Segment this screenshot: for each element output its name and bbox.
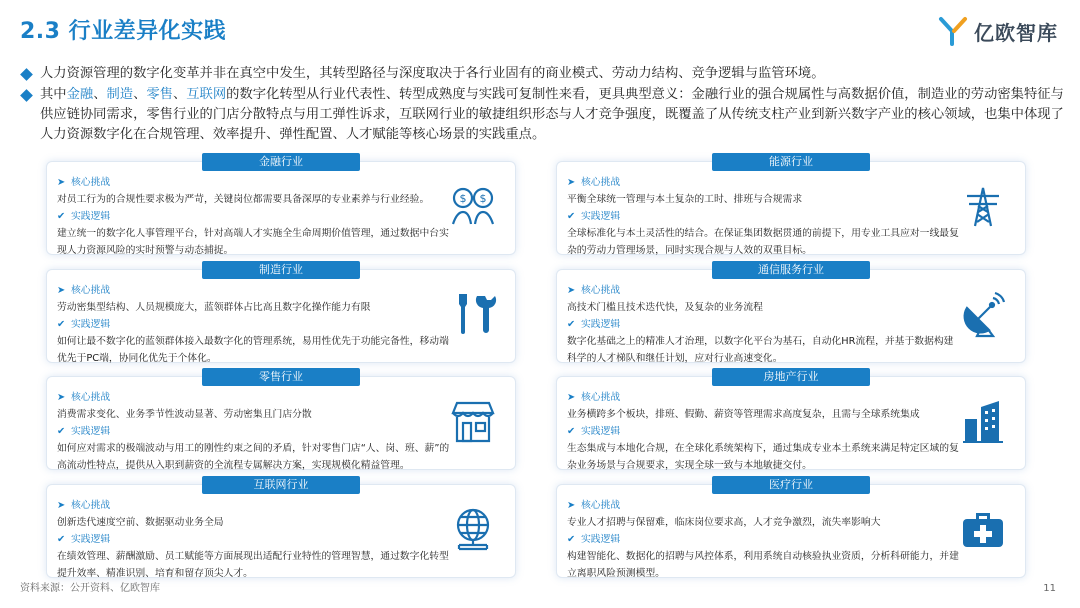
logic-heading: ✔ 实践逻辑 [57,531,453,548]
card-body [567,174,963,259]
card-label: 通信服务行业 [712,261,870,279]
logic-heading: ✔ 实践逻辑 [57,423,453,440]
satellite-dish-icon [959,290,1007,338]
card-body [567,497,963,582]
card-body [57,497,453,582]
industry-highlight-finance: 金融 [66,87,94,102]
page-number: 11 [1043,583,1056,594]
arrow-marker-icon: ➤ [57,285,66,296]
industry-card-internet [46,478,516,579]
bullet-1 [20,64,1065,84]
industry-highlight-manufacturing: 制造 [106,87,134,102]
challenge-text: 高技术门槛且技术迭代快，及复杂的业务流程 [567,302,763,313]
industry-card-real-estate [556,370,1026,471]
arrow-marker-icon: ➤ [567,500,576,511]
card-label: 金融行业 [202,153,360,171]
logic-heading: ✔ 实践逻辑 [567,423,963,440]
bullet-2-text [40,85,1065,145]
tools-icon [449,290,497,338]
logic-heading: ✔ 实践逻辑 [57,316,453,333]
check-marker-icon: ✔ [567,534,576,545]
arrow-marker-icon: ➤ [57,177,66,188]
logo-text: 亿欧智库 [974,20,1058,45]
challenge-text: 业务横跨多个板块，排班、假勤、薪资等管理需求高度复杂，且需与全球系统集成 [567,409,920,420]
logic-text: 全球标准化与本土灵活性的结合。在保证集团数据贯通的前提下，用专业工具应对一线最复杂的劳动力管理场景，同时实现合规与人效的双重目标。 [567,228,959,256]
bullet-2 [20,85,1065,145]
logic-text: 如何让最不数字化的蓝领群体接入最数字化的管理系统，易用性优先于功能完备性，移动端优先于PC端，协同化优先于个体化。 [57,336,449,364]
challenge-heading: ➤ 核心挑战 [567,174,963,191]
check-marker-icon: ✔ [567,319,576,330]
globe-network-icon [449,505,497,553]
challenge-heading: ➤ 核心挑战 [57,389,453,406]
medical-kit-icon [959,505,1007,553]
logo-mark-icon [938,16,968,46]
bullet-diamond-icon [20,68,33,81]
bullet-diamond-icon [20,89,33,102]
svg-text:$: $ [479,192,487,205]
logic-text: 建立统一的数字化人事管理平台，针对高端人才实施全生命周期价值管理，通过数据中台实现人力资源风险的实时预警与动态捕捉。 [57,228,449,256]
logic-heading: ✔ 实践逻辑 [567,531,963,548]
logic-text: 数字化基础之上的精准人才治理，以数字化平台为基石，自动化HR流程，并基于数据构建科学的人才梯队和继任计划，应对行业高速变化。 [567,336,954,364]
challenge-text: 对员工行为的合规性要求极为严苛，关键岗位都需要具备深厚的专业素养与行业经验。 [57,194,430,205]
storefront-icon [449,397,497,445]
card-label: 医疗行业 [712,476,870,494]
challenge-heading: ➤ 核心挑战 [567,497,963,514]
challenge-heading: ➤ 核心挑战 [57,497,453,514]
industry-card-manufacturing [46,263,516,364]
card-label: 制造行业 [202,261,360,279]
intro-bullets [20,64,1065,146]
check-marker-icon: ✔ [57,211,66,222]
power-tower-icon [959,182,1007,230]
card-body [57,174,453,259]
challenge-heading: ➤ 核心挑战 [57,174,453,191]
arrow-marker-icon: ➤ [57,392,66,403]
card-label: 能源行业 [712,153,870,171]
footer-source: 资料来源：公开资料、亿欧智库 [20,583,160,594]
logic-heading: ✔ 实践逻辑 [567,208,963,225]
challenge-text: 专业人才招聘与保留难，临床岗位要求高，人才竞争激烈，流失率影响大 [567,517,881,528]
check-marker-icon: ✔ [57,319,66,330]
card-body [57,389,453,474]
industry-card-finance [46,155,516,256]
bullet-1-text: 人力资源管理的数字化变革并非在真空中发生，其转型路径与深度取决于各行业固有的商业模式、劳动力结构、竞争逻辑与监管环境。 [40,66,825,81]
industry-highlight-retail: 零售 [146,87,173,102]
arrow-marker-icon: ➤ [57,500,66,511]
card-body [567,282,963,367]
challenge-text: 劳动密集型结构、人员规模庞大，蓝领群体占比高且数字化操作能力有限 [57,302,371,313]
logo [938,16,1058,46]
bullet-2-separator: 、 [133,87,147,102]
card-label: 互联网行业 [202,476,360,494]
industry-card-retail [46,370,516,471]
check-marker-icon: ✔ [567,426,576,437]
svg-text:$: $ [459,192,467,205]
logic-heading: ✔ 实践逻辑 [57,208,453,225]
bullet-2-rest: 的数字化转型从行业代表性、转型成熟度与实践可复制性来看，更具典型意义：金融行业的强合规属性与高数据价值，制造业的劳动密集特征与供应链协同需求，零售行业的门店分散特点与用工弹性诉求，互联网行业的敏捷组织形态与人才竞争强度，既覆盖了从传统支柱产业到新兴数字产业的核心领域，也集中体现了人力资源数字化在合规管理、效率提升、弹性配置、人才赋能等核心场景的实践重点。 [40,87,1064,142]
check-marker-icon: ✔ [567,211,576,222]
challenge-heading: ➤ 核心挑战 [567,389,963,406]
card-body [567,389,963,474]
logic-text: 如何应对需求的极端波动与用工的刚性约束之间的矛盾，针对零售门店“人、岗、班、薪”的高流动性特点，提供从入职到薪资的全流程专属解决方案，实现规模化精益管理。 [57,443,450,471]
finance-people-icon [449,182,497,230]
card-body [57,282,453,367]
industry-card-telecom [556,263,1026,364]
bullet-2-separator: 、 [93,87,107,102]
industry-card-medical [556,478,1026,579]
page-title: 2.3 行业差异化实践 [20,19,227,44]
challenge-text: 平衡全球统一管理与本土复杂的工时、排班与合规需求 [567,194,803,205]
logic-text: 构建智能化、数据化的招聘与风控体系，利用系统自动核验执业资质，分析科研能力，并建立离职风险预测模型。 [567,551,959,579]
bullet-2-prefix: 其中 [40,87,67,102]
card-label: 房地产行业 [712,368,870,386]
arrow-marker-icon: ➤ [567,285,576,296]
challenge-text: 创新迭代速度空前、数据驱动业务全局 [57,517,224,528]
challenge-text: 消费需求变化、业务季节性波动显著、劳动密集且门店分散 [57,409,312,420]
buildings-icon [959,397,1007,445]
challenge-heading: ➤ 核心挑战 [57,282,453,299]
card-label: 零售行业 [202,368,360,386]
challenge-heading: ➤ 核心挑战 [567,282,963,299]
arrow-marker-icon: ➤ [567,392,576,403]
logic-text: 生态集成与本地化合规，在全球化系统架构下，通过集成专业本土系统来满足特定区域的复杂业务场景与合规要求，实现全球一致与本地敏捷交付。 [567,443,959,471]
bullet-2-separator: 、 [172,87,187,102]
check-marker-icon: ✔ [57,534,66,545]
logic-heading: ✔ 实践逻辑 [567,316,963,333]
arrow-marker-icon: ➤ [567,177,576,188]
logic-text: 在绩效管理、薪酬激励、员工赋能等方面展现出适配行业特性的管理智慧，通过数字化转型提升效率、精准识别、培育和留存顶尖人才。 [57,551,449,579]
check-marker-icon: ✔ [57,426,66,437]
industry-highlight-internet: 互联网 [186,87,227,102]
industry-card-energy [556,155,1026,256]
